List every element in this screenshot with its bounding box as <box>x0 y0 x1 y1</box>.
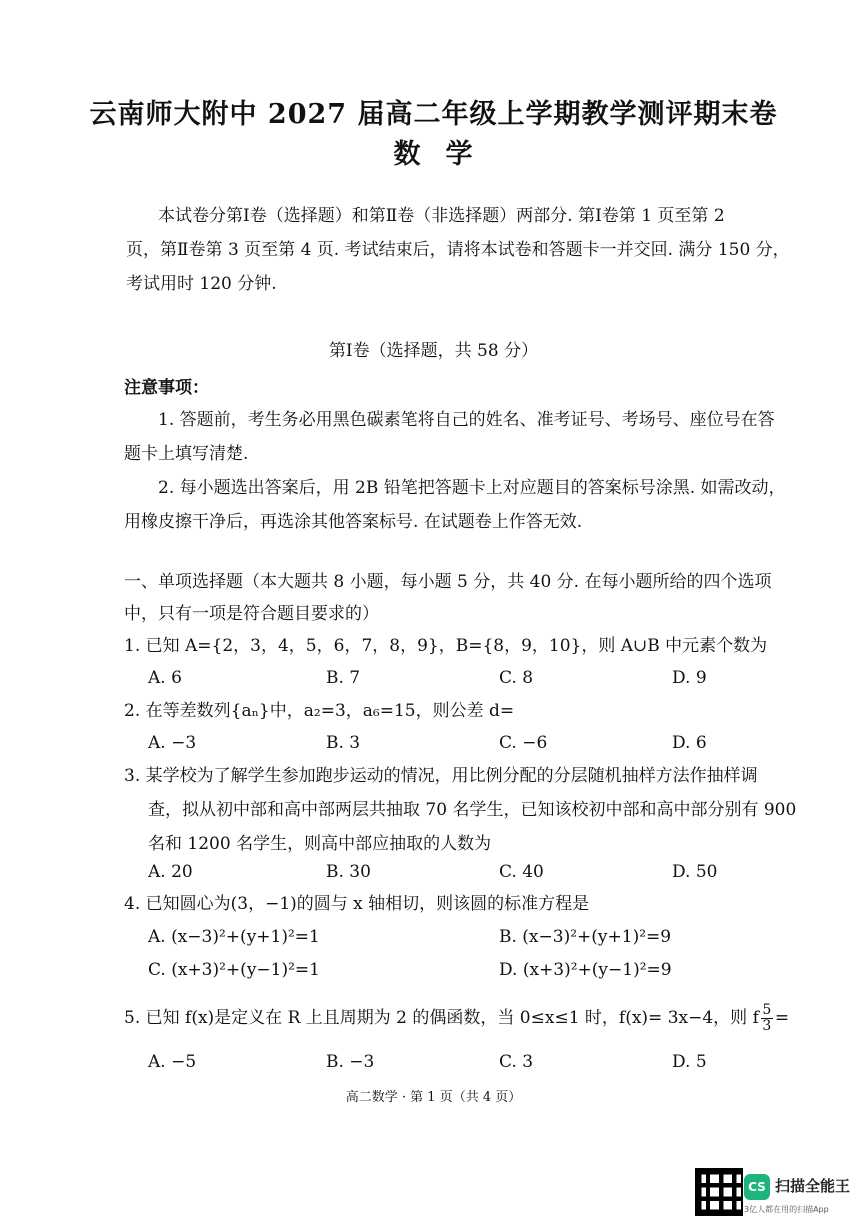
q3-option-d: D. 50 <box>672 862 718 882</box>
note-2-line-2: 用橡皮擦干净后，再选涂其他答案标号. 在试题卷上作答无效. <box>124 512 583 532</box>
question-3-line-1: 3. 某学校为了解学生参加跑步运动的情况，用比例分配的分层随机抽样方法作抽样调 <box>124 766 758 786</box>
q2-option-b: B. 3 <box>326 733 361 753</box>
q5-option-c: C. 3 <box>499 1052 534 1072</box>
question-3-line-3: 名和 1200 名学生，则高中部应抽取的人数为 <box>148 834 492 854</box>
question-5 <box>124 1002 789 1035</box>
q1-option-a: A. 6 <box>148 668 182 688</box>
q3-option-c: C. 40 <box>499 862 544 882</box>
question-5-stem: 5. 已知 f(x)是定义在 R 上且周期为 2 的偶函数，当 0≤x≤1 时，f(x)= 3x−4，则 f <box>124 1008 759 1028</box>
q4-option-a: A. (x−3)²+(y+1)²=1 <box>148 927 320 947</box>
intro-line-1: 本试卷分第Ⅰ卷（选择题）和第Ⅱ卷（非选择题）两部分. 第Ⅰ卷第 1 页至第 2 <box>158 206 725 226</box>
question-1-stem: 1. 已知 A={2，3，4，5，6，7，8，9}，B={8，9，10}，则 A∪B 中元素个数为 <box>124 636 768 656</box>
q3-option-b: B. 30 <box>326 862 371 882</box>
q5-frac-denominator: 3 <box>762 1018 772 1034</box>
q2-option-c: C. −6 <box>499 733 548 753</box>
qr-code-icon <box>697 1170 741 1214</box>
subject-char-2: 学 <box>445 139 474 170</box>
subject-title <box>0 132 867 171</box>
q1-option-d: D. 9 <box>672 668 707 688</box>
q5-option-d: D. 5 <box>672 1052 707 1072</box>
scanner-tagline: 3亿人都在用的扫描App <box>744 1205 829 1214</box>
camscanner-logo-icon: CS <box>744 1174 770 1200</box>
intro-line-3: 考试用时 120 分钟. <box>126 274 277 294</box>
page-footer: 高二数学 · 第 1 页（共 4 页） <box>345 1090 522 1105</box>
section1-line-2: 中，只有一项是符合题目要求的） <box>124 604 379 624</box>
q5-option-b: B. −3 <box>326 1052 375 1072</box>
subject-char-1: 数 <box>393 139 422 170</box>
note-1-line-1: 1. 答题前，考生务必用黑色碳素笔将自己的姓名、准考证号、考场号、座位号在答 <box>158 410 775 430</box>
note-1-line-2: 题卡上填写清楚. <box>124 444 249 464</box>
part1-heading: 第Ⅰ卷（选择题，共 58 分） <box>328 341 539 361</box>
q5-frac-numerator: 5 <box>762 1002 772 1018</box>
q5-option-a: A. −5 <box>148 1052 197 1072</box>
notes-heading: 注意事项： <box>124 378 209 398</box>
q4-option-c: C. (x+3)²+(y−1)²=1 <box>148 960 320 980</box>
q2-option-d: D. 6 <box>672 733 707 753</box>
note-2-line-1: 2. 每小题选出答案后，用 2B 铅笔把答题卡上对应题目的答案标号涂黑. 如需改动， <box>158 478 786 498</box>
scanner-app-name: 扫描全能王 <box>775 1177 851 1195</box>
section1-line-1: 一、单项选择题（本大题共 8 小题，每小题 5 分，共 40 分. 在每小题所给的四个选项 <box>124 572 772 592</box>
q5-tail: = <box>774 1008 790 1028</box>
question-4-stem: 4. 已知圆心为(3，−1)的圆与 x 轴相切，则该圆的标准方程是 <box>124 894 590 914</box>
question-2-stem: 2. 在等差数列{aₙ}中，a₂=3，a₆=15，则公差 d= <box>124 701 515 721</box>
intro-line-2: 页，第Ⅱ卷第 3 页至第 4 页. 考试结束后，请将本试卷和答题卡一并交回. 满分 150 分， <box>126 240 790 260</box>
q1-option-c: C. 8 <box>499 668 534 688</box>
q4-option-d: D. (x+3)²+(y−1)²=9 <box>499 960 672 980</box>
q4-option-b: B. (x−3)²+(y+1)²=9 <box>499 927 672 947</box>
q1-option-b: B. 7 <box>326 668 361 688</box>
q2-option-a: A. −3 <box>148 733 197 753</box>
question-3-line-2: 查，拟从初中部和高中部两层共抽取 70 名学生，已知该校初中部和高中部分别有 900 <box>148 800 797 820</box>
exam-title: 云南师大附中 2027 届高二年级上学期教学测评期末卷 <box>89 99 778 130</box>
q3-option-a: A. 20 <box>148 862 193 882</box>
q5-fraction <box>761 1003 773 1034</box>
